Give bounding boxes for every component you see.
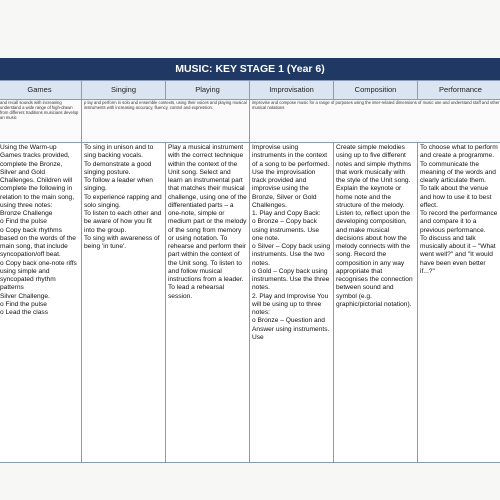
games-text: Bronze Challenge [0, 210, 53, 217]
performance-text: To discuss and talk musically about it – "What went well?" and "It would have been even better if...?" [420, 234, 496, 275]
column-header-playing: Playing [166, 81, 250, 100]
cell-games [0, 143, 82, 463]
column-header-composition: Composition [334, 81, 418, 100]
curriculum-table [0, 80, 500, 463]
playing-text: Play a musical instrument with the correct technique within the context of the Unit song. Select and learn an instrumental part that matches their musical challenge, using one of the differentiated parts – a one-note, simple or medium part or the melody of the song from memory or using notation. To rehearse and perform their part within the context of the Unit song. To listen to and follow musical instructions from a leader. To lead a rehearsal session. [168, 144, 247, 300]
performance-text: To record the performance and compare it to a previous performance. [420, 210, 498, 234]
performance-text: To talk about the venue and how to use it to best effect. [420, 185, 492, 209]
objective-singing-playing: p lay and perform in solo and ensemble contexts, using their voices and playing musical instruments with increasing accuracy, fluency, control and expression. [82, 100, 250, 143]
objective-improvisation-composition: improvise and compose music for a range of purposes using the inter-related dimensions of music use and understand staff and other musical notations [250, 100, 500, 143]
cell-singing [82, 143, 166, 463]
column-header-performance: Performance [418, 81, 500, 100]
improvisation-text: 2. Play and Improvise You will be using up to three notes: [252, 292, 329, 316]
improvisation-text: Improvise using instruments in the context of a song to be performed. Use the improvisation track provided and improvise using the Bronze, Silver or Gold Challenges. [252, 144, 330, 209]
improvisation-text: o Bronze – Question and Answer using instruments. Use [252, 317, 330, 341]
column-header-games: Games [0, 81, 82, 100]
singing-text: To sing in unison and to sing backing vocals. [84, 144, 154, 160]
singing-text: To experience rapping and solo singing. [84, 193, 162, 209]
column-header-singing: Singing [82, 81, 166, 100]
improvisation-text: o Silver – Copy back using instruments. Use the two notes. [252, 243, 331, 267]
composition-text: Create simple melodies using up to five different notes and simple rhythms that work musically with the style of the Unit song. Explain the keynote or home note and the structure of the melody. Listen to, reflect upon the developing composition, and make musical decisions about how the melody connects with the song. Record the composition in any way appropriate that recognises the connection between sound and symbol (e.g. graphic/pictorial notation). [336, 144, 413, 308]
header-row [0, 81, 500, 100]
page-title: MUSIC: KEY STAGE 1 (Year 6) [0, 58, 500, 80]
cell-playing [166, 143, 250, 463]
objective-games: and recall sounds with increasing understand a wide range of high-drawn from different traditions musicians develop an music [0, 100, 82, 143]
improvisation-text: o Bronze – Copy back using instruments. Use one note. [252, 218, 320, 242]
cell-performance [418, 143, 500, 463]
games-text: o Copy back rhythms based on the words of the main song, that include syncopation/off beat. [0, 226, 76, 259]
games-text: o Find the pulse [0, 218, 47, 226]
cell-composition [334, 143, 418, 463]
performance-text: To communicate the meaning of the words and clearly articulate them. [420, 160, 496, 184]
games-text: o Find the pulse [0, 300, 47, 308]
performance-text: To choose what to perform and create a programme. [420, 144, 498, 160]
improvisation-text: o Gold – Copy back using instruments. Use the three notes. [252, 267, 330, 292]
games-text: o Copy back one-note riffs using simple and syncopated rhythm patterns [0, 259, 77, 292]
games-text: o Lead the class [0, 309, 49, 316]
games-text: Silver Challenge. [0, 292, 50, 300]
cell-improvisation [250, 143, 334, 463]
singing-text: To listen to each other and be aware of how you fit into the group. [84, 210, 162, 234]
content-row [0, 143, 500, 463]
singing-text: To sing with awareness of being 'in tune'. [84, 234, 160, 250]
improvisation-text: 1. Play and Copy Back: [252, 210, 321, 217]
column-header-improvisation: Improvisation [250, 81, 334, 100]
objectives-row [0, 100, 500, 143]
singing-text: To demonstrate a good singing posture. [84, 160, 152, 176]
games-text: Using the Warm-up Games tracks provided, complete the Bronze, Silver and Gold Challenges. Children will complete the following in relation to the main song, using three notes: [0, 144, 75, 209]
singing-text: To follow a leader when singing. [84, 177, 153, 193]
